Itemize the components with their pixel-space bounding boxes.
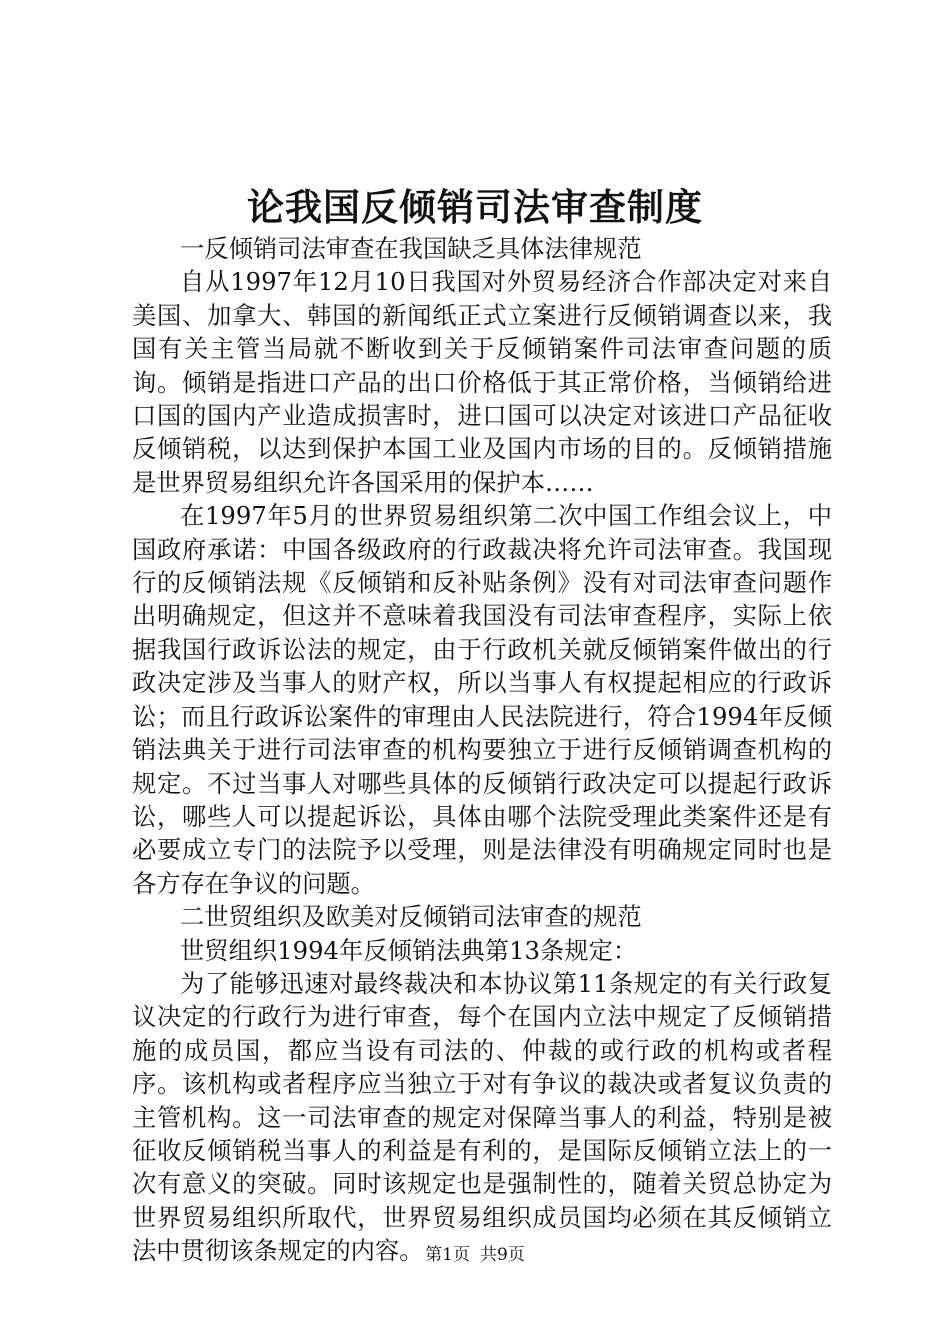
page-number-total: 共9页 xyxy=(480,1245,525,1265)
section-heading-1: 一反倾销司法审查在我国缺乏具体法律规范 xyxy=(180,234,642,263)
paragraph-4: 为了能够迅速对最终裁决和本协议第11条规定的有关行政复议决定的行政行为进行审查，每个在国内立法中规定了反倾销措施的成员国，都应当设有司法的、仲裁的或行政的机构或者程序。该机构或者程序应当独立于对有争议的裁决或者复议负责的主管机构。这一司法审查的规定对保障当事人的利益，特别是被征收反倾销税当事人的利益是有利的，是国际反倾销立法上的一次有意义的突破。同时该规定也是强制性的，随着关贸总协定为世界贸易组织所取代，世界贸易组织成员国均必须在其反倾销立法中贯彻该条规定的内容。 xyxy=(132,968,832,1266)
section-heading-2: 二世贸组织及欧美对反倾销司法审查的规范 xyxy=(180,902,642,932)
document-title: 论我国反倾销司法审查制度 xyxy=(247,186,703,229)
document-body xyxy=(132,232,832,1268)
page-number-current: 第1页 xyxy=(425,1245,470,1265)
paragraph-1: 自从1997年12月10日我国对外贸易经济合作部决定对来自美国、加拿大、韩国的新闻纸正式立案进行反倾销调查以来，我国有关主管当局就不断收到关于反倾销案件司法审查问题的质询。倾销是指进口产品的出口价格低于其正常价格，当倾销给进口国的国内产业造成损害时，进口国可以决定对该进口产品征收反倾销税，以达到保护本国工业及国内市场的目的。反倾销措施是世界贸易组织允许各国采用的保护本…… xyxy=(132,267,832,497)
paragraph-3: 世贸组织1994年反倾销法典第13条规定： xyxy=(180,935,638,965)
paragraph-2: 在1997年5月的世界贸易组织第二次中国工作组会议上，中国政府承诺：中国各级政府的行政裁决将允许司法审查。我国现行的反倾销法规《反倾销和反补贴条例》没有对司法审查问题作出明确规定，但这并不意味着我国没有司法审查程序，实际上依据我国行政诉讼法的规定，由于行政机关就反倾销案件做出的行政决定涉及当事人的财产权，所以当事人有权提起相应的行政诉讼；而且行政诉讼案件的审理由人民法院进行，符合1994年反倾销法典关于进行司法审查的机构要独立于进行反倾销调查机构的规定。不过当事人对哪些具体的反倾销行政决定可以提起行政诉讼，哪些人可以提起诉讼，具体由哪个法院受理此类案件还是有必要成立专门的法院予以受理，则是法律没有明确规定同时也是各方存在争议的问题。 xyxy=(132,501,832,898)
page-footer xyxy=(0,1243,950,1267)
